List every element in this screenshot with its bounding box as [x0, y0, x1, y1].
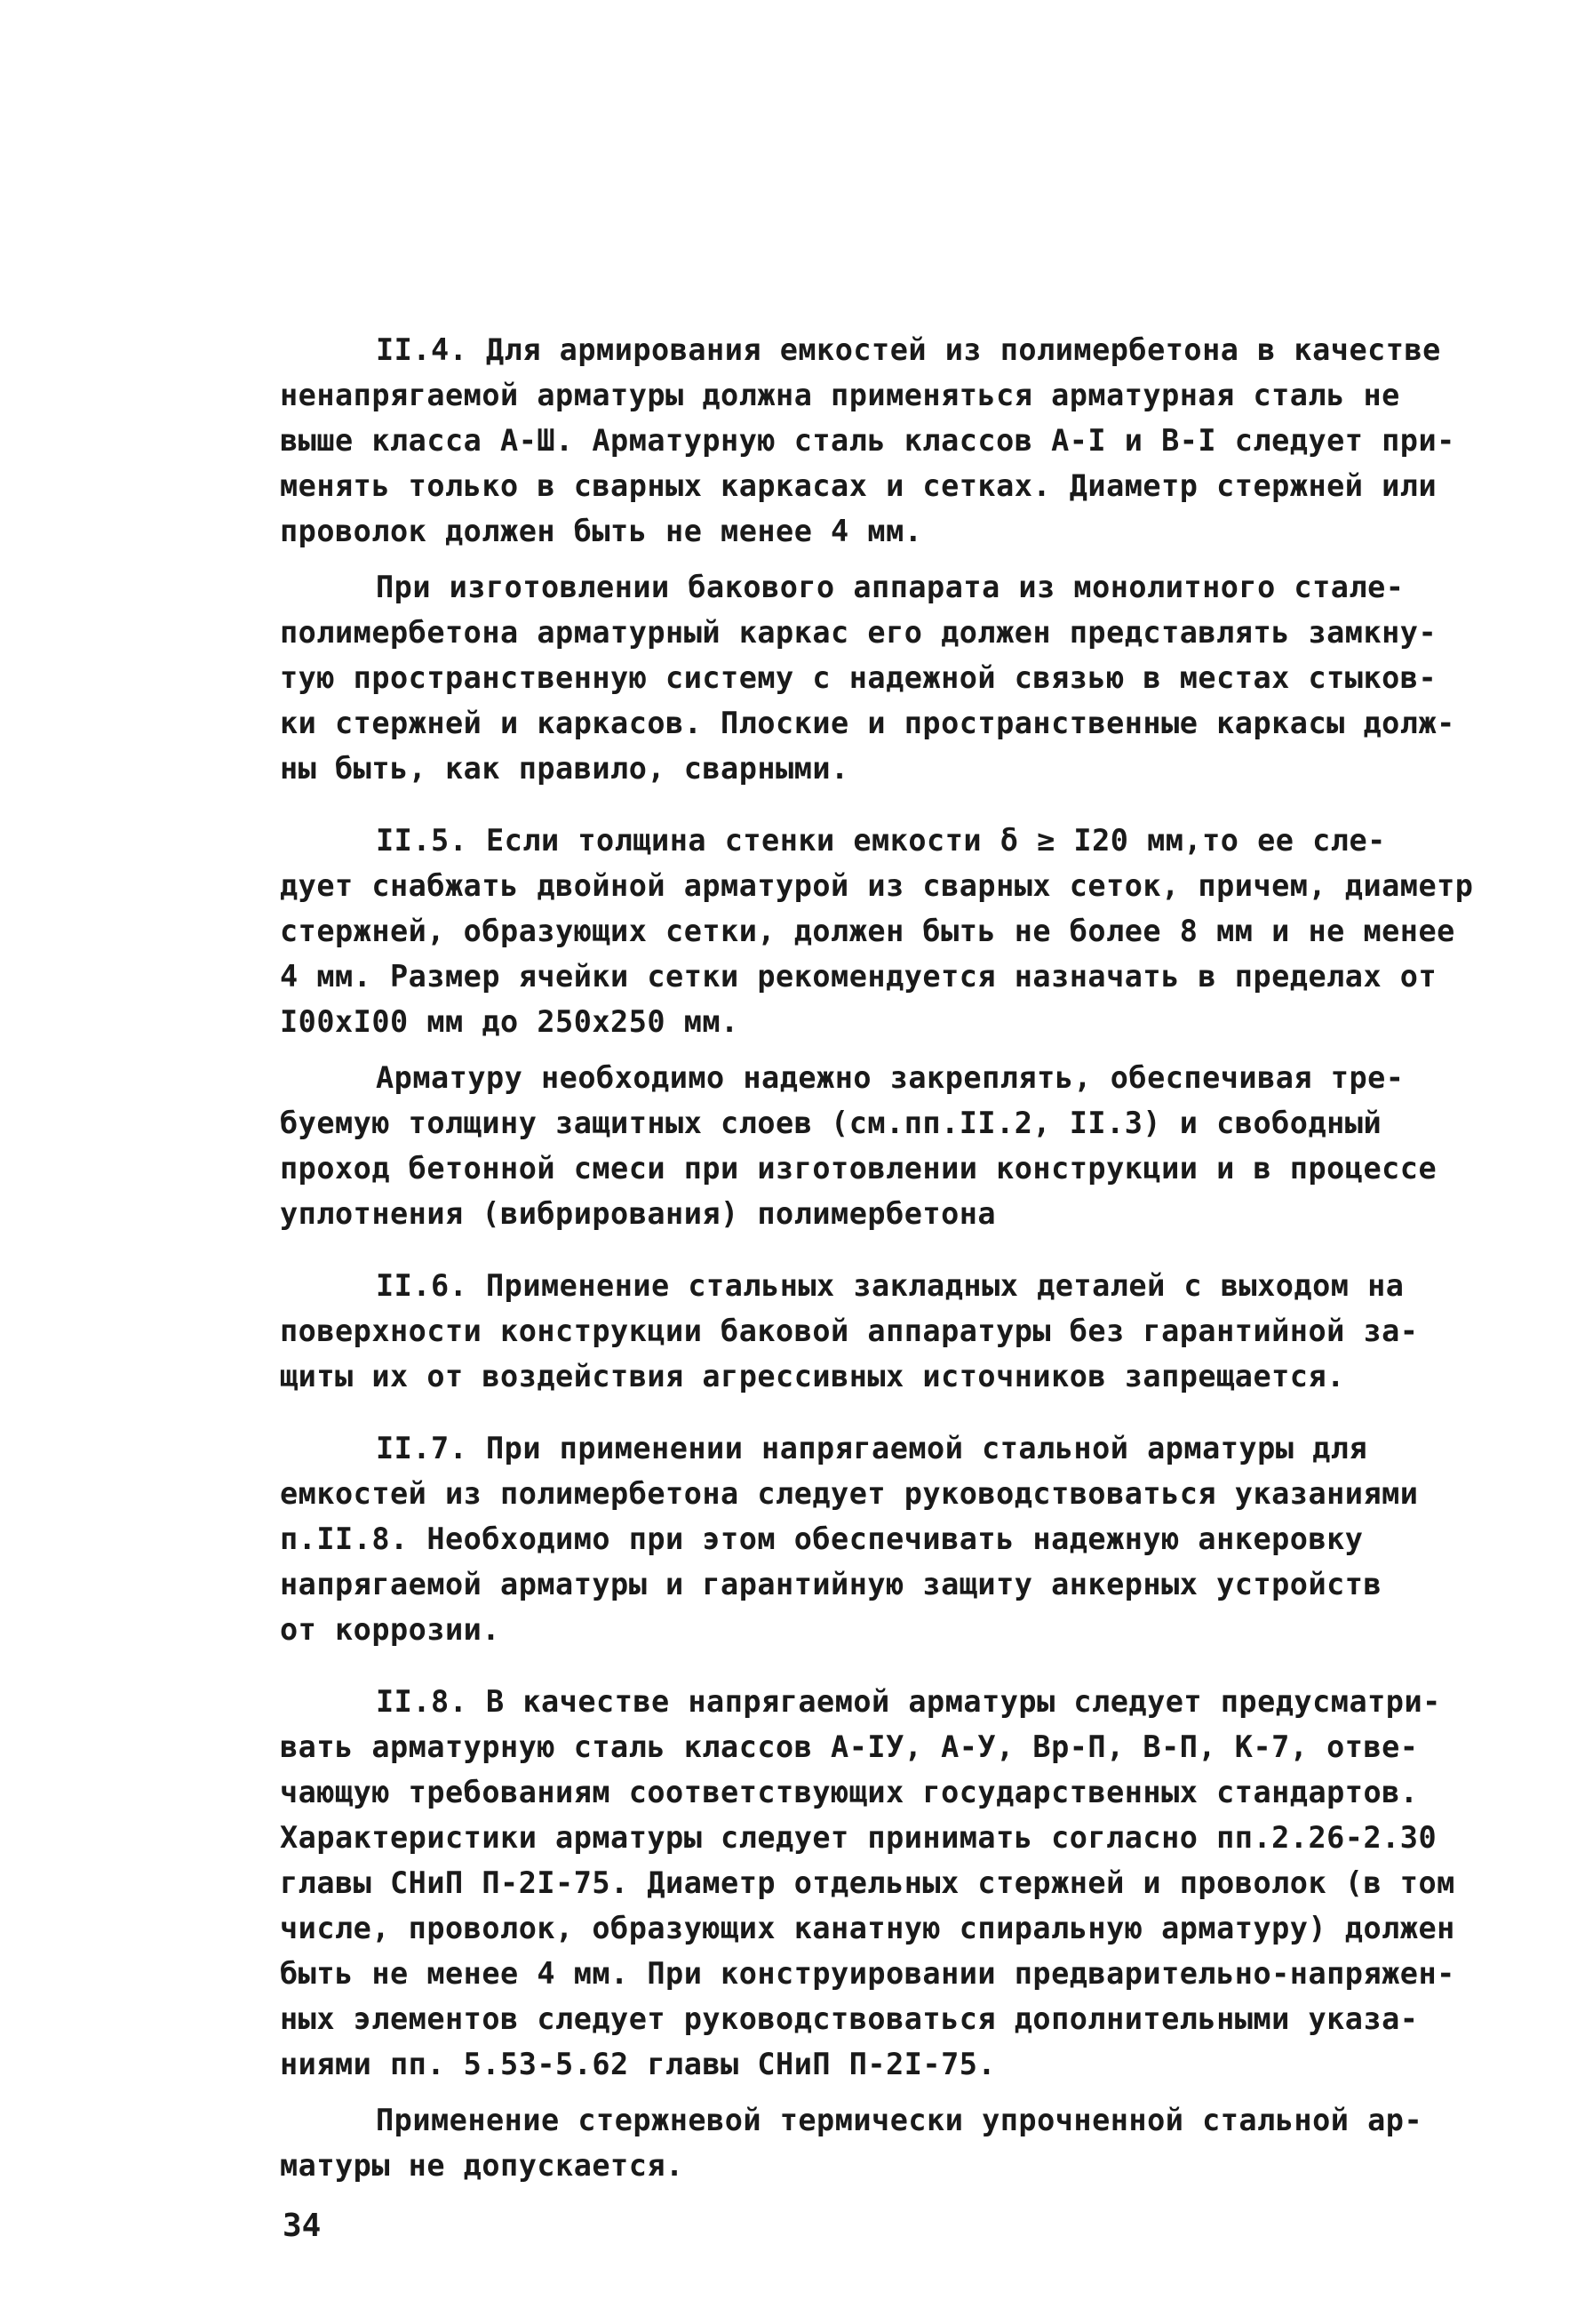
text-line: I00xI00 мм до 250x250 мм. — [280, 1004, 739, 1039]
page-number: 34 — [283, 2208, 322, 2244]
text-line: стержней, образующих сетки, должен быть не более 8 мм и не менее — [280, 914, 1455, 948]
text-line: полимербетона арматурный каркас его должен представлять замкну- — [280, 615, 1438, 650]
text-line: 4 мм. Размер ячейки сетки рекомендуется назначать в пределах от — [280, 959, 1438, 994]
text-line: чающую требованиям соответствующих государственных стандартов. — [280, 1775, 1419, 1809]
paragraph-11-4 — [280, 327, 1453, 554]
text-line: матуры не допускается. — [280, 2148, 684, 2183]
text-line: буемую толщину защитных слоев (см.пп.II.2, II.3) и свободный — [280, 1106, 1382, 1140]
text-line: уплотнения (вибрирования) полимербетона — [280, 1196, 997, 1231]
text-line: емкостей из полимербетона следует руководствоваться указаниями — [280, 1476, 1419, 1511]
paragraph-11-5 — [280, 818, 1474, 1044]
text-line: выше класса А-Ш. Арматурную сталь классов А-I и В-I следует при- — [280, 423, 1455, 458]
text-line: п.II.8. Необходимо при этом обеспечивать надежную анкеровку — [280, 1521, 1364, 1556]
document-body — [280, 327, 1474, 2188]
text-line: При изготовлении бакового аппарата из монолитного стале- — [376, 570, 1405, 604]
text-line: II.4. Для армирования емкостей из полимербетона в качестве — [376, 332, 1441, 367]
text-line: поверхности конструкции баковой аппаратуры без гарантийной за- — [280, 1314, 1419, 1348]
text-line: II.8. В качестве напрягаемой арматуры следует предусматри- — [376, 1684, 1441, 1719]
text-line: щиты их от воздействия агрессивных источников запрещается. — [280, 1359, 1345, 1394]
text-line: ных элементов следует руководствоваться дополнительными указа- — [280, 2001, 1419, 2036]
paragraph-11-7 — [280, 1426, 1453, 1652]
text-line: вать арматурную сталь классов А-IУ, А-У, Вр-П, В-П, К-7, отве- — [280, 1729, 1419, 1764]
text-line: менять только в сварных каркасах и сетках. Диаметр стержней или — [280, 468, 1438, 503]
paragraph-11-8 — [280, 1679, 1453, 2087]
text-line: Арматуру необходимо надежно закреплять, обеспечивая тре- — [376, 1060, 1405, 1095]
text-line: проход бетонной смеси при изготовлении конструкции и в процессе — [280, 1151, 1438, 1186]
text-line: проволок должен быть не менее 4 мм. — [280, 514, 923, 548]
text-line: ненапрягаемой арматуры должна применяться арматурная сталь не — [280, 378, 1400, 412]
paragraph-11-8-continued — [280, 2097, 1453, 2188]
text-line: быть не менее 4 мм. При конструировании предварительно-напряжен- — [280, 1956, 1455, 1991]
text-line: Применение стержневой термически упрочненной стальной ар- — [376, 2103, 1423, 2137]
text-line: ниями пп. 5.53-5.62 главы СНиП П-2I-75. — [280, 2047, 997, 2081]
text-line: II.7. При применении напрягаемой стальной арматуры для — [376, 1431, 1368, 1465]
text-line: II.6. Применение стальных закладных деталей с выходом на — [376, 1268, 1405, 1303]
paragraph-11-4-continued — [280, 564, 1453, 791]
text-line: дует снабжать двойной арматурой из сварных сеток, причем, диаметр — [280, 868, 1474, 903]
text-line: числе, проволок, образующих канатную спиральную арматуру) должен — [280, 1911, 1455, 1945]
text-line: ны быть, как правило, сварными. — [280, 751, 849, 786]
text-line: напрягаемой арматуры и гарантийную защиту анкерных устройств — [280, 1567, 1382, 1601]
text-line: от коррозии. — [280, 1612, 501, 1647]
text-line: ки стержней и каркасов. Плоские и пространственные каркасы долж- — [280, 706, 1455, 740]
paragraph-11-5-continued — [280, 1055, 1453, 1236]
paragraph-11-6 — [280, 1263, 1453, 1399]
text-line: главы СНиП П-2I-75. Диаметр отдельных стержней и проволок (в том — [280, 1865, 1455, 1900]
text-line: тую пространственную систему с надежной связью в местах стыков- — [280, 660, 1438, 695]
text-line: Характеристики арматуры следует принимать согласно пп.2.26-2.30 — [280, 1820, 1438, 1855]
text-line: II.5. Если толщина стенки емкости δ ≥ I20 мм,то ее сле- — [376, 823, 1386, 858]
